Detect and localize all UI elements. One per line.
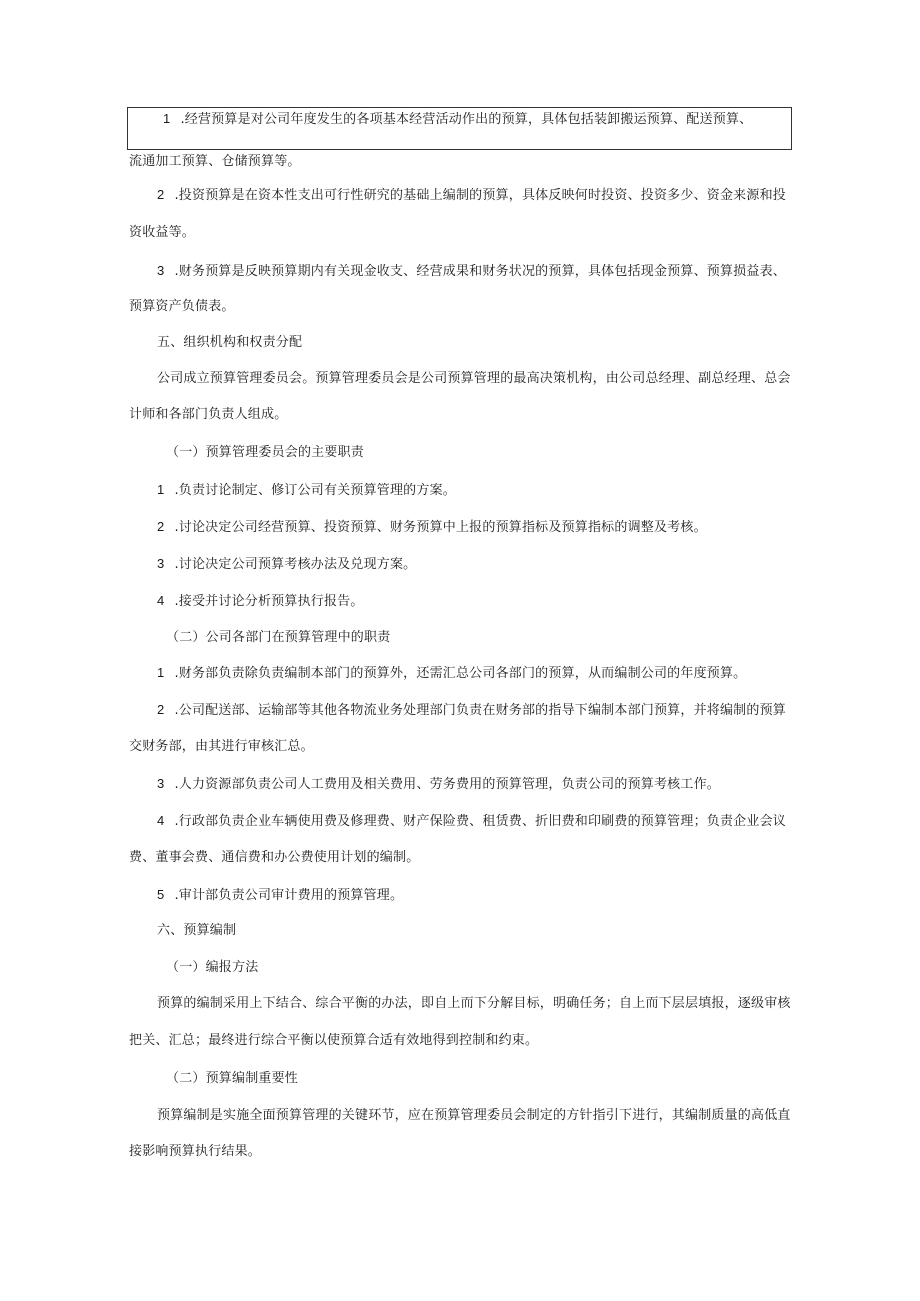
- para-line: [129, 738, 314, 756]
- para-line: [163, 110, 752, 129]
- line-text: 计师和各部门负责人组成。: [129, 407, 288, 422]
- line-text: （一）编报方法: [166, 960, 259, 975]
- line-text: .负责讨论制定、修订公司有关预算管理的方案。: [174, 483, 456, 498]
- para-line: [157, 995, 791, 1013]
- subsection-heading: [166, 444, 364, 462]
- para-line: [157, 518, 707, 537]
- item-number: 3: [157, 776, 165, 791]
- para-line: [157, 370, 791, 388]
- item-number: 4: [157, 813, 165, 828]
- subsection-heading: [166, 629, 390, 647]
- line-text: .经营预算是对公司年度发生的各项基本经营活动作出的预算，具体包括装卸搬运预算、配送预算、: [180, 112, 753, 127]
- para-line: [157, 701, 786, 720]
- para-line: [157, 886, 403, 905]
- line-text: .公司配送部、运输部等其他各物流业务处理部门负责在财务部的指导下编制本部门预算，并将编制的预算: [174, 703, 786, 718]
- line-text: 流通加工预算、仓储预算等。: [129, 154, 301, 169]
- item-number: 1: [157, 665, 165, 680]
- item-number: 4: [157, 593, 165, 608]
- line-text: .讨论决定公司经营预算、投资预算、财务预算中上报的预算指标及预算指标的调整及考核。: [174, 520, 707, 535]
- line-text: 六、预算编制: [157, 923, 237, 938]
- item-number: 2: [157, 187, 165, 202]
- line-text: 公司成立预算管理委员会。预算管理委员会是公司预算管理的最高决策机构，由公司总经理、副总经理、总会: [157, 371, 791, 386]
- para-line: [157, 262, 786, 281]
- line-text: 费、董事会费、通信费和办公费使用计划的编制。: [129, 850, 420, 865]
- subsection-heading: [166, 1070, 298, 1088]
- para-line: [129, 153, 301, 171]
- item-number: 1: [157, 482, 165, 497]
- line-text: .审计部负责公司审计费用的预算管理。: [174, 888, 404, 903]
- para-line: [157, 1107, 791, 1125]
- item-number: 3: [157, 263, 165, 278]
- line-text: 预算资产负债表。: [129, 299, 235, 314]
- para-line: [157, 592, 364, 611]
- line-text: （二）预算编制重要性: [166, 1071, 299, 1086]
- line-text: 交财务部，由其进行审核汇总。: [129, 739, 314, 754]
- line-text: 预算编制是实施全面预算管理的关键环节，应在预算管理委员会制定的方针指引下进行，其编制质量的高低直: [157, 1108, 791, 1123]
- line-text: .讨论决定公司预算考核办法及兑现方案。: [174, 557, 417, 572]
- line-text: .行政部负责企业车辆使用费及修理费、财产保险费、租赁费、折旧费和印刷费的预算管理；负责企业会议: [174, 814, 786, 829]
- item-number: 5: [157, 887, 165, 902]
- para-line: [157, 664, 746, 683]
- para-line: [129, 406, 287, 424]
- line-text: 五、组织机构和权责分配: [157, 335, 303, 350]
- line-text: .投资预算是在资本性支出可行性研究的基础上编制的预算，具体反映何时投资、投资多少、资金来源和投: [174, 188, 786, 203]
- para-line: [157, 775, 720, 794]
- section-heading: [157, 334, 302, 352]
- line-text: 预算的编制采用上下结合、综合平衡的办法，即自上而下分解目标，明确任务；自上而下层层填报，逐级审核: [157, 996, 791, 1011]
- line-text: .接受并讨论分析预算执行报告。: [174, 594, 364, 609]
- line-text: 接影响预算执行结果。: [129, 1144, 262, 1159]
- para-line: [129, 1143, 261, 1161]
- para-line: [157, 481, 456, 500]
- para-line: [129, 1032, 538, 1050]
- para-line: [129, 849, 419, 867]
- para-line: [157, 812, 786, 831]
- para-line: [129, 298, 235, 316]
- line-text: 把关、汇总；最终进行综合平衡以使预算合适有效地得到控制和约束。: [129, 1033, 539, 1048]
- line-text: .人力资源部负责公司人工费用及相关费用、劳务费用的预算管理，负责公司的预算考核工作。: [174, 777, 720, 792]
- section-heading: [157, 922, 236, 940]
- line-text: （二）公司各部门在预算管理中的职责: [166, 630, 391, 645]
- para-line: [157, 186, 786, 205]
- para-line: [157, 555, 416, 574]
- item-number: 1: [163, 111, 171, 126]
- item-number: 3: [157, 556, 165, 571]
- line-text: （一）预算管理委员会的主要职责: [166, 445, 365, 460]
- para-line: [129, 224, 195, 242]
- line-text: .财务部负责除负责编制本部门的预算外，还需汇总公司各部门的预算，从而编制公司的年度预算。: [174, 666, 747, 681]
- item-number: 2: [157, 519, 165, 534]
- line-text: .财务预算是反映预算期内有关现金收支、经营成果和财务状况的预算，具体包括现金预算、预算损益表、: [174, 264, 786, 279]
- subsection-heading: [166, 959, 258, 977]
- item-number: 2: [157, 702, 165, 717]
- line-text: 资收益等。: [129, 225, 196, 240]
